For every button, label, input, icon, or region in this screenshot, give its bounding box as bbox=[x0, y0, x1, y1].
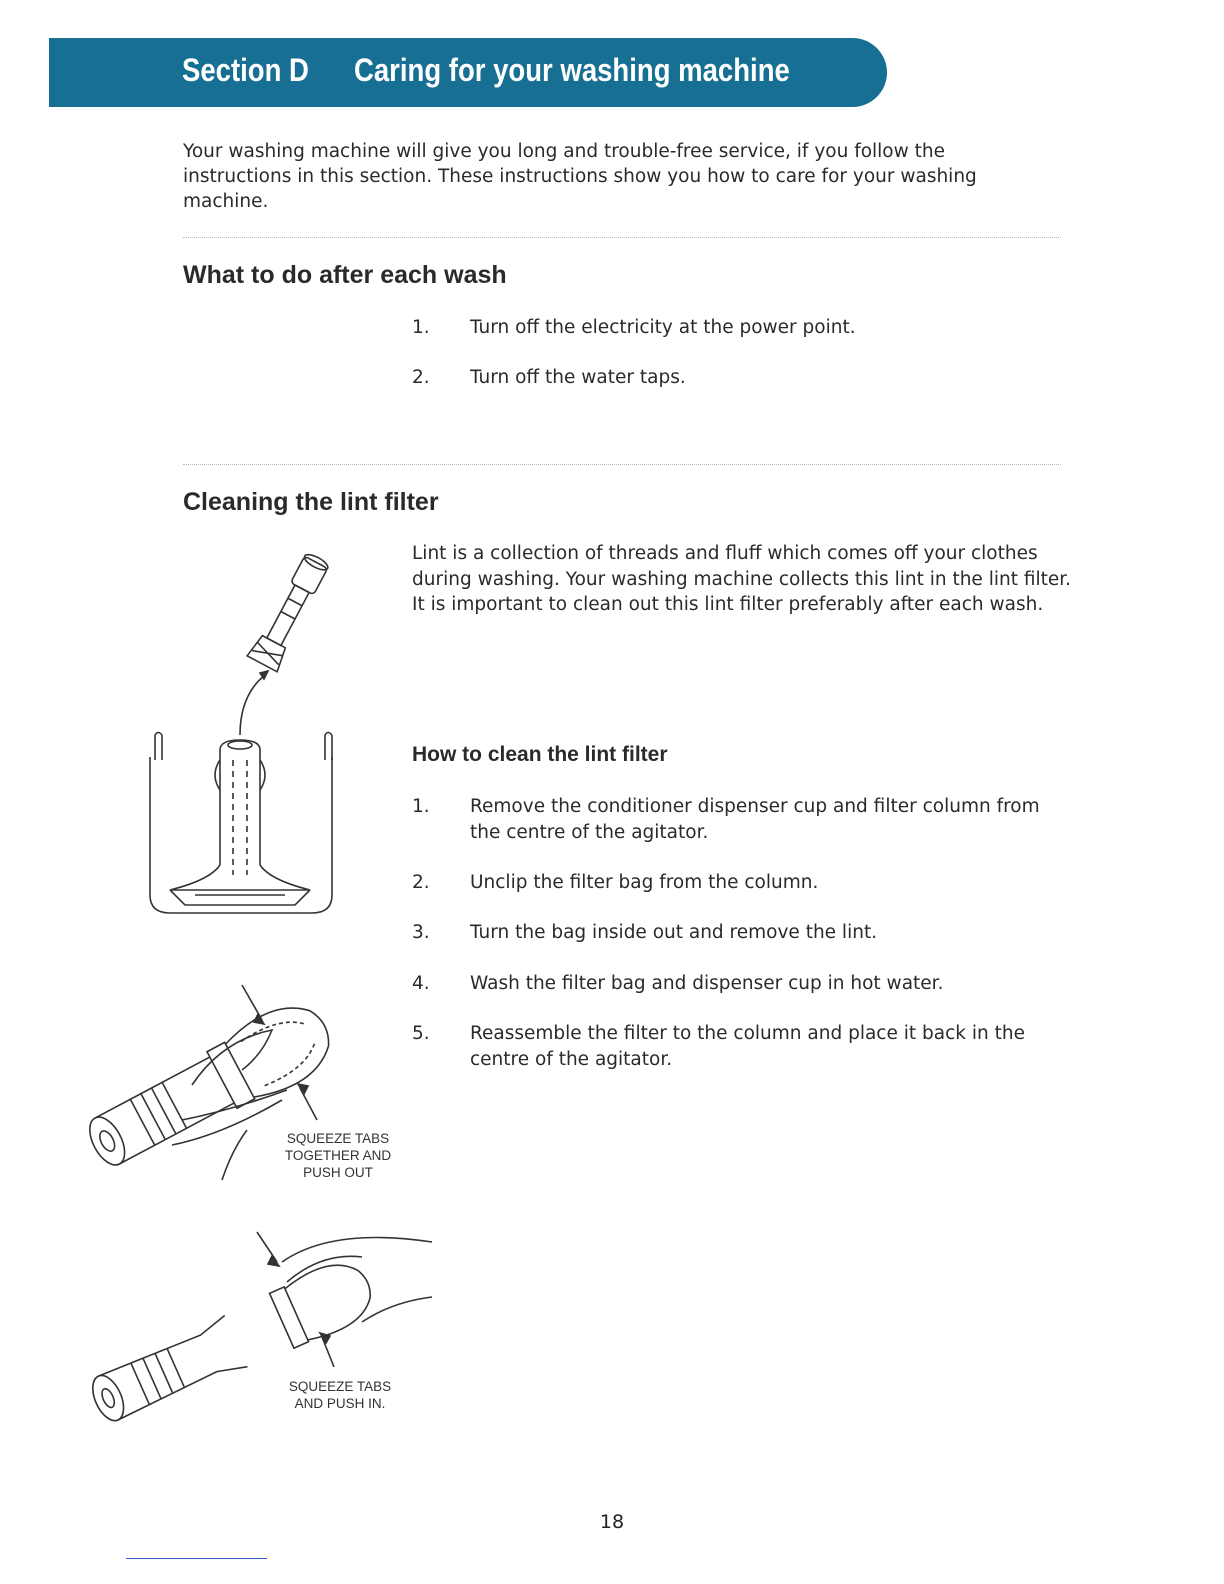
how-to-heading: How to clean the lint filter bbox=[412, 743, 668, 766]
step-number: 1. bbox=[412, 317, 430, 338]
step-text: Turn off the water taps. bbox=[470, 367, 686, 388]
step-number: 4. bbox=[412, 973, 430, 994]
step-text: Wash the filter bag and dispenser cup in hot water. bbox=[470, 973, 944, 994]
step-text: Unclip the filter bag from the column. bbox=[470, 872, 819, 893]
agitator-filter-illustration bbox=[140, 545, 360, 925]
intro-paragraph: Your washing machine will give you long and trouble-free service, if you follow the instructions in this section. These instructions show you how to care for your washing machine. bbox=[183, 141, 977, 212]
lint-heading: Cleaning the lint filter bbox=[183, 488, 439, 516]
divider bbox=[183, 464, 1061, 465]
footer-line bbox=[126, 1558, 267, 1559]
step-number: 2. bbox=[412, 872, 430, 893]
divider bbox=[183, 237, 1061, 238]
step-text: Turn the bag inside out and remove the lint. bbox=[470, 922, 878, 943]
caption-line: PUSH OUT bbox=[303, 1165, 373, 1180]
step-text: Turn off the electricity at the power point. bbox=[470, 317, 856, 338]
section-banner bbox=[49, 38, 887, 107]
figure-caption bbox=[270, 1378, 410, 1412]
step-number: 5. bbox=[412, 1023, 430, 1044]
step-number: 3. bbox=[412, 922, 430, 943]
caption-line: TOGETHER AND bbox=[284, 1148, 392, 1163]
caption-line: SQUEEZE TABS bbox=[288, 1379, 392, 1394]
section-title: Caring for your washing machine bbox=[354, 52, 790, 88]
figure-caption bbox=[265, 1130, 411, 1181]
caption-line: SQUEEZE TABS bbox=[286, 1131, 390, 1146]
caption-line: AND PUSH IN. bbox=[294, 1396, 386, 1411]
step-number: 1. bbox=[412, 796, 430, 817]
page-number: 18 bbox=[599, 1511, 625, 1533]
after-wash-heading: What to do after each wash bbox=[183, 261, 507, 289]
step-text: Reassemble the filter to the column and place it back in the centre of the agitator. bbox=[470, 1023, 1025, 1070]
step-text: Remove the conditioner dispenser cup and filter column from the centre of the agitator. bbox=[470, 796, 1040, 843]
section-label: Section D bbox=[182, 52, 309, 88]
lint-description: Lint is a collection of threads and fluff which comes off your clothes during washing. Your washing machine collects this lint in the lint filter. It is important to clean out this lint filter preferably after each wash. bbox=[412, 543, 1072, 615]
step-number: 2. bbox=[412, 367, 430, 388]
